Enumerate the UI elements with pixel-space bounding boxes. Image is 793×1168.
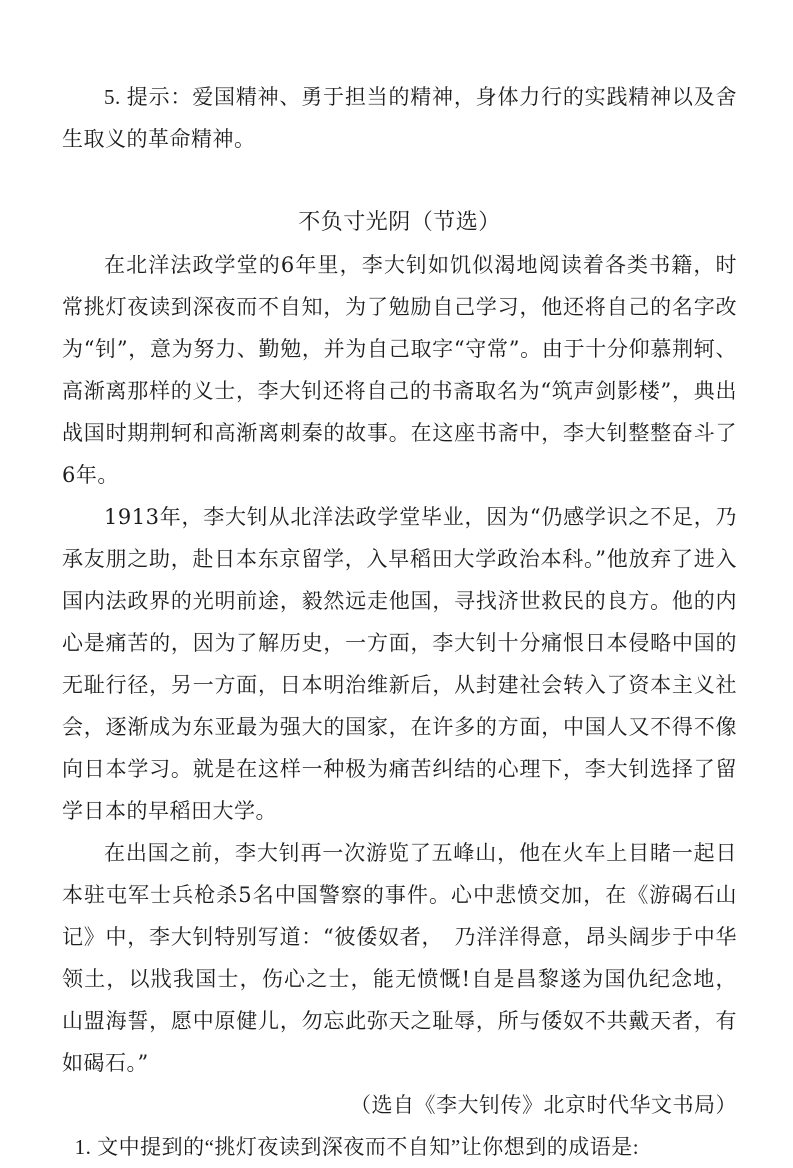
- citation-line: （选自《李大钊传》北京时代华文书局）: [350, 1093, 737, 1117]
- answer-hint: 5. 提示：爱国精神、勇于担当的精神，身体力行的实践精神以及舍生取义的革命精神。: [62, 85, 737, 151]
- article-paragraph-2: 1913年，李大钊从北洋法政学堂毕业，因为“仍感学识之不足，乃承友朋之助，赴日本东京留学，入早稻田大学政治本科。”他放弃了进入国内法政界的光明前途，毅然远走他国，寻找济世救民的良方。他的内心是痛苦的，因为了解历史，一方面，李大钊十分痛恨日本侵略中国的无耻行径，另一方面，日本明治维新后，从封建社会转入了资本主义社会，逐渐成为东亚最为强大的国家，在许多的方面，中国人又不得不像向日本学习。就是在这样一种极为痛苦纠结的心理下，李大钊选择了留学日本的早稻田大学。: [62, 505, 737, 823]
- question-1: 1. 文中提到的“挑灯夜读到深夜而不自知”让你想到的成语是:: [74, 1135, 640, 1159]
- article-paragraph-1: 在北洋法政学堂的6年里，李大钊如饥似渴地阅读着各类书籍，时常挑灯夜读到深夜而不自知，为了勉励自己学习，他还将自己的名字改为“钊”，意为努力、勤勉，并为自己取字“守常”。由于十分仰慕荆轲、高渐离那样的义士，李大钊还将自己的书斋取名为“筑声剑影楼”，典出战国时期荆轲和高渐离刺秦的故事。在这座书斋中，李大钊整整奋斗了6年。: [62, 253, 737, 487]
- article-paragraph-3: 在出国之前，李大钊再一次游览了五峰山，他在火车上目睹一起日本驻屯军士兵枪杀5名中国警察的事件。心中悲愤交加，在《游碣石山记》中，李大钊特别写道：“彼倭奴者， 乃洋洋得意，昂头阔步于中华领土，以戕我国士，伤心之士，能无愤慨!自是昌黎遂为国仇纪念地，山盟海誓，愿中原健儿，勿忘此弥天之耻辱，所与倭奴不共戴天者，有如碣石。”: [62, 841, 737, 1075]
- article-title: 不负寸光阴（节选）: [298, 210, 501, 235]
